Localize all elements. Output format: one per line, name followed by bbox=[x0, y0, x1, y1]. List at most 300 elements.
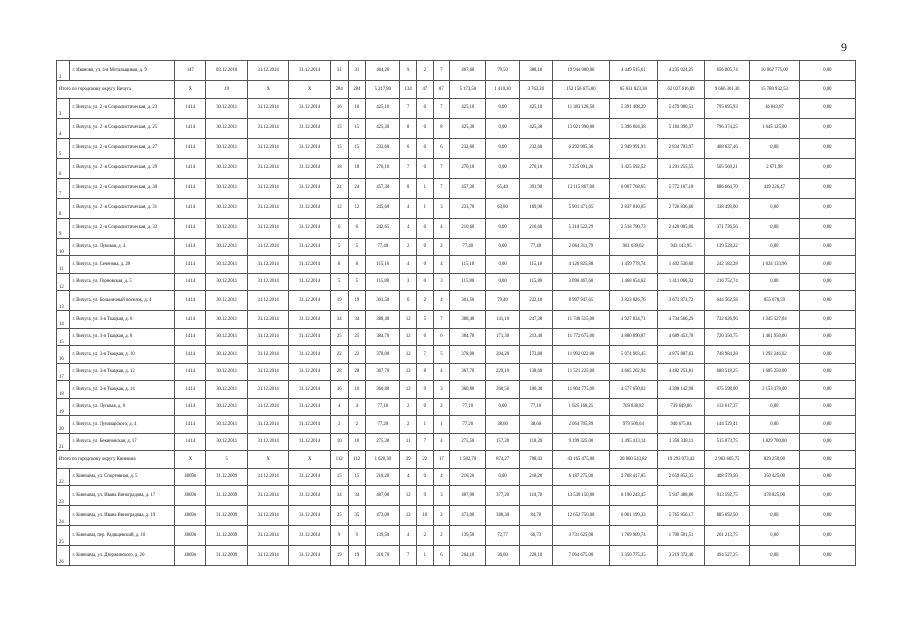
table-cell: 981 639,62 bbox=[609, 238, 657, 256]
table-cell: 28 bbox=[330, 363, 348, 381]
table-cell: 30.12.2011 bbox=[206, 273, 248, 291]
table-cell: 22 bbox=[330, 346, 348, 364]
table-cell: 467,60 bbox=[450, 61, 486, 81]
table-cell: 0,00 bbox=[799, 381, 855, 399]
table-cell: 1 620,30 bbox=[366, 451, 400, 469]
table-row bbox=[57, 526, 856, 546]
table-cell: 1 481 950,00 bbox=[750, 328, 800, 346]
table-cell: X bbox=[247, 451, 289, 469]
table-cell: 8 997 947,65 bbox=[552, 291, 609, 311]
table-cell: 3 bbox=[433, 486, 450, 506]
table-row bbox=[57, 328, 856, 346]
table-cell: 6 292 905,36 bbox=[552, 138, 609, 158]
table-cell: 30.12.2011 bbox=[206, 398, 248, 416]
table-cell: 0,00 bbox=[799, 398, 855, 416]
table-cell: 12 bbox=[400, 486, 417, 506]
table-cell: 31.12.2014 bbox=[247, 118, 289, 138]
table-cell: 494 527,25 bbox=[705, 546, 750, 566]
table-cell: 15 bbox=[330, 138, 348, 158]
table-cell: 0,00 bbox=[750, 398, 800, 416]
table-cell: 464,20 bbox=[366, 61, 400, 81]
table-cell: 35 bbox=[330, 506, 348, 526]
table-cell: 9 bbox=[330, 526, 348, 546]
table-cell: 505 569,21 bbox=[705, 158, 750, 178]
table-cell: 4 bbox=[433, 468, 450, 486]
table-cell: 31.12.2014 bbox=[289, 328, 331, 346]
table-cell: 25 bbox=[348, 328, 366, 346]
table-cell: 31.12.2014 bbox=[289, 198, 331, 218]
housing-table bbox=[56, 60, 856, 566]
table-cell: 12 bbox=[400, 363, 417, 381]
table-cell: 3 358 338,11 bbox=[657, 433, 705, 451]
table-cell: 2 bbox=[433, 398, 450, 416]
table-cell: 31.12.2014 bbox=[289, 311, 331, 329]
table-cell: 31 bbox=[348, 61, 366, 81]
table-row bbox=[57, 311, 856, 329]
table-cell: 644 562,58 bbox=[705, 291, 750, 311]
table-cell: 12 bbox=[400, 381, 417, 399]
table-cell: 1414 bbox=[175, 138, 206, 158]
table-cell: 38,60 bbox=[519, 416, 552, 434]
table-cell: 15 bbox=[330, 468, 348, 486]
table-cell: 388,40 bbox=[450, 311, 486, 329]
table-cell: 1414 bbox=[175, 311, 206, 329]
table-cell: 0 bbox=[416, 158, 433, 178]
table-cell: 1414 bbox=[175, 178, 206, 198]
table-cell: 2 bbox=[330, 416, 348, 434]
table-cell: 7 064 675,00 bbox=[552, 546, 609, 566]
table-cell: 24 bbox=[348, 178, 366, 198]
row-address: г. Вичуга, ул. 2 -я Социалистическая, д. 31 bbox=[70, 198, 175, 218]
table-cell: 0,00 bbox=[799, 273, 855, 291]
table-cell: 4 880 890,87 bbox=[609, 328, 657, 346]
table-cell: X bbox=[175, 451, 206, 469]
table-cell: 4 bbox=[433, 291, 450, 311]
row-address: г. Вичуга, ул. Луговая, д. 6 bbox=[70, 398, 175, 416]
table-cell: 425,10 bbox=[519, 98, 552, 118]
table-cell: 796 374,25 bbox=[705, 118, 750, 138]
table-cell: 31.12.2014 bbox=[289, 468, 331, 486]
table-cell: 367,70 bbox=[366, 363, 400, 381]
table-cell: 0,00 bbox=[750, 546, 800, 566]
table-cell: 4 126 825,88 bbox=[552, 256, 609, 274]
table-cell: 0,00 bbox=[799, 526, 855, 546]
table-cell: 5 901 471,65 bbox=[552, 198, 609, 218]
table-cell: 1414 bbox=[175, 433, 206, 451]
table-cell: 5 bbox=[330, 238, 348, 256]
table-cell: 213,40 bbox=[519, 328, 552, 346]
row-number: 2 bbox=[57, 61, 70, 81]
table-cell: 19 bbox=[330, 546, 348, 566]
table-cell: 1414 bbox=[175, 363, 206, 381]
table-cell: 979 500,64 bbox=[609, 416, 657, 434]
table-cell: 15 bbox=[348, 468, 366, 486]
table-cell: 1 bbox=[416, 546, 433, 566]
table-cell: 8 bbox=[400, 118, 417, 138]
table-cell: 115,10 bbox=[366, 256, 400, 274]
row-number: 15 bbox=[57, 328, 70, 346]
table-cell: 31.12.2014 bbox=[289, 526, 331, 546]
table-cell: 9 666 301,30 bbox=[705, 81, 750, 99]
table-cell: 0,00 bbox=[486, 238, 519, 256]
table-row bbox=[57, 546, 856, 566]
table-cell: 232,60 bbox=[450, 138, 486, 158]
table-cell: 169,90 bbox=[519, 198, 552, 218]
table-cell: 2 963 605,75 bbox=[705, 451, 750, 469]
table-cell: 12 bbox=[330, 198, 348, 218]
table-cell: 8 bbox=[416, 363, 433, 381]
table-cell: 270,10 bbox=[450, 158, 486, 178]
table-cell: 31.12.2014 bbox=[289, 98, 331, 118]
row-number: 22 bbox=[57, 468, 70, 486]
table-cell: 63,80 bbox=[486, 198, 519, 218]
table-cell: 4 927 834,71 bbox=[609, 311, 657, 329]
table-cell: 0,00 bbox=[799, 451, 855, 469]
table-cell: 1 bbox=[416, 198, 433, 218]
table-cell: 1414 bbox=[175, 291, 206, 311]
table-cell: 16 bbox=[330, 381, 348, 399]
row-number: 21 bbox=[57, 433, 70, 451]
table-cell: 1414 bbox=[175, 346, 206, 364]
row-address: г. Вичуга, ул. Сеченова, д. 20 bbox=[70, 256, 175, 274]
table-cell: 65 631 823,38 bbox=[609, 81, 657, 99]
table-cell: 77,10 bbox=[366, 398, 400, 416]
table-cell: 4 bbox=[433, 218, 450, 238]
table-cell: 210,60 bbox=[450, 218, 486, 238]
table-cell: 31.12.2014 bbox=[289, 486, 331, 506]
table-cell: 425,30 bbox=[519, 118, 552, 138]
table-cell: 31.12.2014 bbox=[289, 238, 331, 256]
table-cell: 30.12.2011 bbox=[206, 238, 248, 256]
table-cell: 3 495 413,14 bbox=[609, 433, 657, 451]
table-cell: 6 bbox=[433, 328, 450, 346]
table-cell: 7 bbox=[433, 178, 450, 198]
table-row bbox=[57, 468, 856, 486]
table-cell: 43 165 475,00 bbox=[552, 451, 609, 469]
table-cell: 12 bbox=[400, 346, 417, 364]
table-cell: 31.12.2014 bbox=[247, 346, 289, 364]
table-cell: 31.12.2014 bbox=[247, 311, 289, 329]
table-cell: 0 bbox=[416, 238, 433, 256]
table-row bbox=[57, 158, 856, 178]
table-cell: 885 692,50 bbox=[705, 506, 750, 526]
table-cell: 18 bbox=[348, 158, 366, 178]
row-address: г. Вичуга, ул. 2 -я Социалистическая, д. 33 bbox=[70, 218, 175, 238]
table-cell: 378,00 bbox=[450, 346, 486, 364]
table-cell: 4 875 887,63 bbox=[657, 346, 705, 364]
table-cell: 0,00 bbox=[750, 218, 800, 238]
table-cell: 34 bbox=[348, 486, 366, 506]
table-cell: 0,00 bbox=[799, 81, 855, 99]
table-cell: 31.12.2014 bbox=[289, 158, 331, 178]
table-cell: 139 528,22 bbox=[705, 238, 750, 256]
table-cell: 0 bbox=[416, 256, 433, 274]
table-cell: 31.12.2009 bbox=[206, 526, 248, 546]
table-cell: 31.12.2014 bbox=[247, 198, 289, 218]
table-cell: 301,50 bbox=[450, 291, 486, 311]
table-cell: 31.12.2014 bbox=[289, 506, 331, 526]
table-cell: 134 bbox=[400, 81, 417, 99]
table-cell: 310,70 bbox=[366, 546, 400, 566]
table-cell: 9 bbox=[416, 381, 433, 399]
table-cell: 4 bbox=[400, 256, 417, 274]
table-cell: 47 bbox=[416, 81, 433, 99]
table-cell: 425,10 bbox=[366, 98, 400, 118]
table-cell: 5 310 522,29 bbox=[552, 218, 609, 238]
table-cell: 7 bbox=[433, 158, 450, 178]
table-cell: 31.12.2014 bbox=[247, 546, 289, 566]
table-cell: 157,30 bbox=[486, 433, 519, 451]
row-number: 4 bbox=[57, 118, 70, 138]
table-cell: 4 398 142,98 bbox=[657, 381, 705, 399]
row-address: г. Вичуга, ул. Бекиновская, д. 17 bbox=[70, 433, 175, 451]
table-cell: 30.12.2011 bbox=[206, 346, 248, 364]
table-cell: 449 226,47 bbox=[750, 178, 800, 198]
table-row bbox=[57, 486, 856, 506]
table-cell: 1414 bbox=[175, 98, 206, 118]
table-cell: 1 345 527,04 bbox=[750, 311, 800, 329]
table-cell: 425,30 bbox=[366, 118, 400, 138]
table-cell: 3 bbox=[400, 273, 417, 291]
table-cell: 77,40 bbox=[519, 238, 552, 256]
table-cell: 216 752,74 bbox=[705, 273, 750, 291]
table-cell: 31.12.2014 bbox=[289, 138, 331, 158]
table-cell: 31.12.2014 bbox=[247, 363, 289, 381]
table-cell: 5 184 396,37 bbox=[657, 118, 705, 138]
table-cell: 4069п bbox=[175, 546, 206, 566]
table-cell: 3 bbox=[433, 273, 450, 291]
table-cell: 6 bbox=[433, 546, 450, 566]
table-cell: 115,80 bbox=[366, 273, 400, 291]
table-row bbox=[57, 178, 856, 198]
row-number: 14 bbox=[57, 311, 70, 329]
table-cell: 720 350,75 bbox=[705, 328, 750, 346]
table-cell: 19 293 073,43 bbox=[657, 451, 705, 469]
table-cell: 77,40 bbox=[366, 238, 400, 256]
table-cell: 15 bbox=[330, 118, 348, 138]
table-cell: 19 944 000,00 bbox=[552, 61, 609, 81]
table-cell: 0,00 bbox=[486, 273, 519, 291]
table-cell: 3 219 372,40 bbox=[657, 546, 705, 566]
table-cell: 77,20 bbox=[366, 416, 400, 434]
table-cell: 3 096 467,68 bbox=[552, 273, 609, 291]
table-cell: 22 bbox=[348, 346, 366, 364]
table-row bbox=[57, 256, 856, 274]
table-cell: 31.12.2014 bbox=[247, 328, 289, 346]
table-cell: 31.12.2009 bbox=[206, 506, 248, 526]
table-cell: 115,10 bbox=[519, 256, 552, 274]
table-cell: 30.12.2011 bbox=[206, 98, 248, 118]
table-cell: 1 468 654,62 bbox=[609, 273, 657, 291]
table-cell: 4 bbox=[348, 398, 366, 416]
table-cell: 218,20 bbox=[450, 468, 486, 486]
table-cell: 2 153 378,00 bbox=[750, 381, 800, 399]
table-cell: 115,80 bbox=[450, 273, 486, 291]
table-cell: 218,20 bbox=[519, 468, 552, 486]
table-cell: 31.12.2014 bbox=[247, 468, 289, 486]
table-cell: 0 bbox=[416, 398, 433, 416]
row-address: г. Вичуга, ул. 3-я Ткацкая, д. 14 bbox=[70, 381, 175, 399]
table-cell: 18 bbox=[330, 158, 348, 178]
table-cell: 7 bbox=[416, 346, 433, 364]
table-cell: 5 479 980,51 bbox=[657, 98, 705, 118]
table-cell: 4 449 515,01 bbox=[609, 61, 657, 81]
table-cell: 3 350 775,35 bbox=[609, 546, 657, 566]
table-cell: 31.12.2014 bbox=[289, 218, 331, 238]
table-cell: 384,70 bbox=[450, 328, 486, 346]
table-cell: 7 bbox=[433, 98, 450, 118]
table-cell: 0,00 bbox=[486, 138, 519, 158]
row-number: 19 bbox=[57, 398, 70, 416]
table-cell: 5 765 856,17 bbox=[657, 506, 705, 526]
table-cell: 1 bbox=[433, 416, 450, 434]
table-cell: 31.12.2014 bbox=[289, 61, 331, 81]
table-cell: 242,65 bbox=[366, 218, 400, 238]
table-cell: 1414 bbox=[175, 273, 206, 291]
table-cell: 8 bbox=[330, 256, 348, 274]
table-cell: 4 689 453,78 bbox=[657, 328, 705, 346]
table-cell: 3 bbox=[433, 381, 450, 399]
table-cell: 31.12.2014 bbox=[247, 98, 289, 118]
table-cell: 0,00 bbox=[750, 506, 800, 526]
table-cell: 7 bbox=[400, 546, 417, 566]
table-cell: 0,00 bbox=[799, 198, 855, 218]
table-cell: 2 bbox=[433, 526, 450, 546]
table-cell: 360,80 bbox=[450, 381, 486, 399]
table-cell: 24 bbox=[330, 178, 348, 198]
table-cell: 6 bbox=[348, 218, 366, 238]
table-cell: 2 bbox=[433, 506, 450, 526]
table-cell: 5 217,80 bbox=[366, 81, 400, 99]
table-cell: 943 143,95 bbox=[657, 238, 705, 256]
table-cell: 0 bbox=[416, 98, 433, 118]
table-cell: 4 bbox=[400, 198, 417, 218]
table-cell: 855 678,59 bbox=[750, 291, 800, 311]
table-cell: 3 bbox=[433, 198, 450, 218]
table-cell: 247,30 bbox=[519, 311, 552, 329]
row-number: 11 bbox=[57, 256, 70, 274]
table-cell: 457,30 bbox=[366, 178, 400, 198]
table-cell: 31.12.2014 bbox=[289, 346, 331, 364]
table-cell: 17 bbox=[433, 451, 450, 469]
table-cell: 12 bbox=[400, 311, 417, 329]
table-cell: 113 617,37 bbox=[705, 398, 750, 416]
table-cell: 30.12.2011 bbox=[206, 381, 248, 399]
table-cell: 4 482 253,81 bbox=[657, 363, 705, 381]
table-cell: 0,00 bbox=[799, 291, 855, 311]
table-row bbox=[57, 291, 856, 311]
table-cell: 222,10 bbox=[519, 291, 552, 311]
row-number: 18 bbox=[57, 381, 70, 399]
table-cell: 4 bbox=[400, 218, 417, 238]
table-cell: 473,00 bbox=[366, 506, 400, 526]
table-cell: 6 bbox=[416, 328, 433, 346]
table-cell: 0,00 bbox=[799, 238, 855, 256]
table-cell: 147 bbox=[175, 61, 206, 81]
table-row bbox=[57, 433, 856, 451]
table-cell: 31.12.2014 bbox=[289, 433, 331, 451]
table-cell: 6 190 243,45 bbox=[609, 486, 657, 506]
table-cell: 0,00 bbox=[750, 526, 800, 546]
table-cell: 5 391 408,29 bbox=[609, 98, 657, 118]
table-row bbox=[57, 346, 856, 364]
table-cell: 350 425,00 bbox=[750, 468, 800, 486]
table-cell: 425,30 bbox=[450, 118, 486, 138]
table-cell: 152 156 675,00 bbox=[552, 81, 609, 99]
table-cell: 270,10 bbox=[519, 158, 552, 178]
table-cell: 732 626,96 bbox=[705, 311, 750, 329]
table-cell: 16 043,87 bbox=[750, 98, 800, 118]
table-cell: 141,10 bbox=[486, 311, 519, 329]
table-cell: 232,60 bbox=[366, 138, 400, 158]
table-cell: 11 bbox=[400, 433, 417, 451]
table-cell: 7 bbox=[416, 433, 433, 451]
table-cell: 2 949 991,93 bbox=[609, 138, 657, 158]
table-cell: 139,50 bbox=[450, 526, 486, 546]
table-cell: 72,77 bbox=[486, 526, 519, 546]
table-cell: 487,00 bbox=[366, 486, 400, 506]
table-cell: 30.12.2011 bbox=[206, 138, 248, 158]
table-cell: 31.12.2014 bbox=[289, 398, 331, 416]
table-cell: 242 182,28 bbox=[705, 256, 750, 274]
table-cell: 31.12.2014 bbox=[247, 61, 289, 81]
table-cell: 138,60 bbox=[519, 363, 552, 381]
table-cell: 1 402 530,60 bbox=[657, 256, 705, 274]
table-cell: 39 bbox=[400, 451, 417, 469]
table-cell: 0,00 bbox=[799, 346, 855, 364]
table-body bbox=[57, 61, 856, 566]
table-cell: 5 396 004,38 bbox=[609, 118, 657, 138]
table-cell: 275,30 bbox=[366, 433, 400, 451]
table-cell: 377,20 bbox=[486, 486, 519, 506]
table-cell: 12 652 750,00 bbox=[552, 506, 609, 526]
table-cell: X bbox=[175, 81, 206, 99]
table-cell: 210,60 bbox=[519, 218, 552, 238]
table-cell: 20 060 543,82 bbox=[609, 451, 657, 469]
table-cell: 31.12.2009 bbox=[206, 486, 248, 506]
row-address: г. Вичуга, ул. 3-я Ткацкая, д. 12 bbox=[70, 363, 175, 381]
table-cell: 30.12.2011 bbox=[206, 416, 248, 434]
table-cell: 10 bbox=[416, 506, 433, 526]
table-cell: 4 bbox=[433, 433, 450, 451]
table-cell: 0,00 bbox=[799, 328, 855, 346]
table-cell: 30.12.2011 bbox=[206, 291, 248, 311]
table-cell: 688 518,25 bbox=[705, 363, 750, 381]
table-cell: 31.12.2014 bbox=[247, 506, 289, 526]
table-cell: 0,00 bbox=[486, 218, 519, 238]
table-cell: 1 292 246,62 bbox=[750, 346, 800, 364]
table-cell: 0,00 bbox=[799, 218, 855, 238]
row-number: 3 bbox=[57, 98, 70, 118]
row-address: г. Кинешма, пер. Радищевский, д. 10 bbox=[70, 526, 175, 546]
table-cell: 4 bbox=[330, 398, 348, 416]
table-cell: 0,00 bbox=[750, 238, 800, 256]
table-cell: 31.12.2014 bbox=[289, 256, 331, 274]
table-cell: 112 bbox=[348, 451, 366, 469]
table-cell: 0,00 bbox=[799, 363, 855, 381]
summary-row bbox=[57, 451, 856, 469]
table-cell: 31.12.2014 bbox=[247, 381, 289, 399]
table-cell: 4 665 202,94 bbox=[609, 363, 657, 381]
table-cell: 408 637,46 bbox=[705, 138, 750, 158]
table-cell: 31.12.2014 bbox=[289, 178, 331, 198]
table-cell: 62 037 616,89 bbox=[657, 81, 705, 99]
table-cell: 4 734 566,29 bbox=[657, 311, 705, 329]
table-cell: 2 bbox=[416, 291, 433, 311]
table-cell: 12 bbox=[348, 198, 366, 218]
row-address: г. Кинешма, ул. Ивана Виноградова, д. 17 bbox=[70, 486, 175, 506]
table-cell: 5 bbox=[433, 346, 450, 364]
